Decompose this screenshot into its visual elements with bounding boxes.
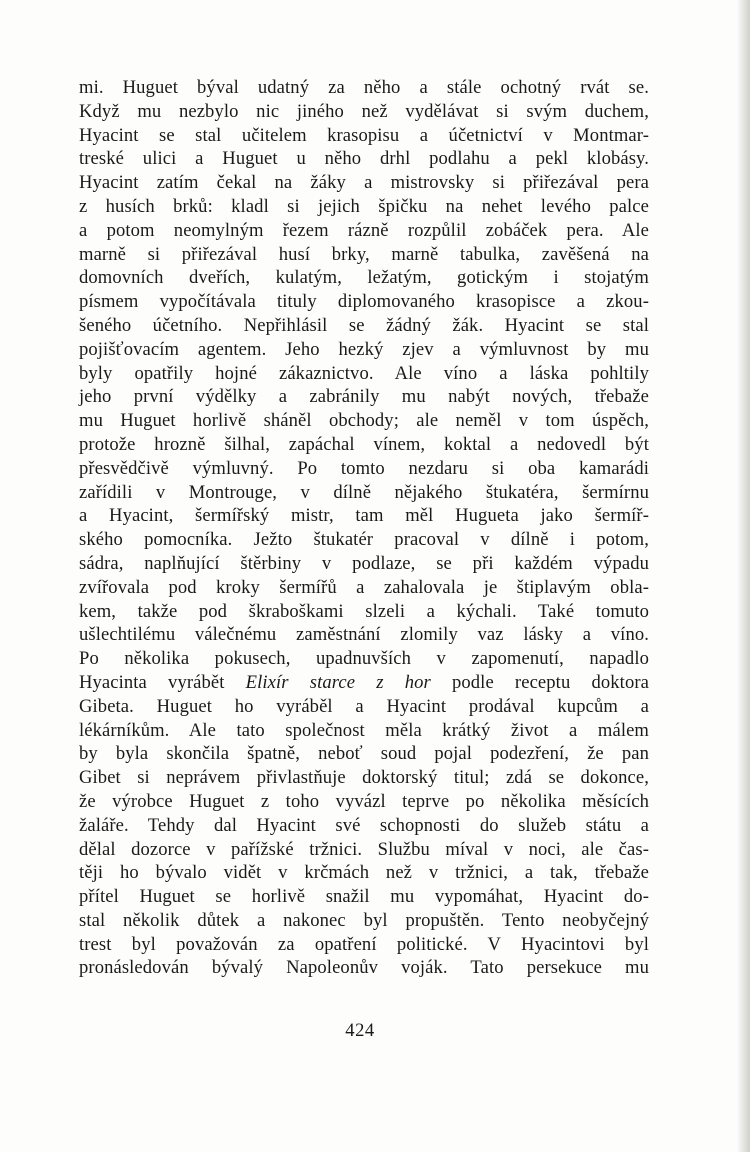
text-line: mi. Huguet býval udatný za něho a stále ochotný rvát se.	[79, 77, 649, 98]
text-line: ušlechtilému válečnému zaměstnání zlomily vaz lásky a víno.	[79, 624, 649, 646]
text-line: a Hyacint, šermířský mistr, tam měl Hugueta jako šermíř-	[79, 505, 649, 527]
text-line: pojišťovacím agentem. Jeho hezký zjev a výmluvnost by mu	[79, 338, 649, 360]
text-line: že výrobce Huguet z toho vyvázl teprve po několika měsících	[79, 790, 649, 812]
body-text	[79, 76, 649, 980]
text-line: marně si přiřezával husí brky, marně tabulka, zavěšená na	[79, 243, 649, 265]
text-line: sádra, naplňující štěrbiny v podlaze, se při každém výpadu	[79, 552, 649, 574]
text-line: zvířovala pod kroky šermířů a zahalovala je štiplavým obla-	[79, 576, 649, 598]
page-edge-shadow	[736, 0, 750, 1152]
text-line: Gibeta. Huguet ho vyráběl a Hyacint prodával kupcům a	[79, 695, 649, 717]
text-line: přítel Huguet se horlivě snažil mu vypomáhat, Hyacint do-	[79, 886, 649, 908]
text-line: stal několik důtek a nakonec byl propuštěn. Tento neobyčejný	[79, 909, 649, 931]
text-line: protože hrozně šilhal, zapáchal vínem, koktal a nedovedl být	[79, 433, 649, 455]
text-line-with-italic	[79, 671, 649, 695]
text-line: těji ho bývalo vidět v krčmách než v tržnici, a tak, třebaže	[79, 862, 649, 884]
text-line: Když mu nezbylo nic jiného než vydělávat si svým duchem,	[79, 100, 649, 122]
text-line: treské ulici a Huguet u něho drhl podlahu a pekl klobásy.	[79, 148, 649, 170]
text-line: zařídili v Montrouge, v dílně nějakého štukatéra, šermírnu	[79, 481, 649, 503]
italic-title: Elixír starce z hor	[245, 671, 431, 693]
text-line: dělal dozorce v pařížské tržnici. Službu míval v noci, ale čas-	[79, 838, 649, 860]
text-line: Hyacint zatím čekal na žáky a mistrovsky si přiřezával pera	[79, 172, 649, 194]
text-line: ského pomocníka. Ježto štukatér pracoval v dílně i potom,	[79, 529, 649, 551]
text-line-tail: podle receptu doktora	[430, 671, 649, 693]
text-line: Hyacint se stal učitelem krasopisu a účetnictví v Montmar-	[79, 124, 649, 146]
text-line: a potom neomylným řezem rázně rozpůlil zobáček pera. Ale	[79, 219, 649, 241]
text-line: písmem vypočítávala tituly diplomovaného krasopisce a zkou-	[79, 291, 649, 313]
text-line: trest byl považován za opatření politické. V Hyacintovi byl	[79, 933, 649, 955]
text-line: mu Huguet horlivě sháněl obchody; ale neměl v tom úspěch,	[79, 410, 649, 432]
text-line: z husích brků: kladl si jejich špičku na nehet levého palce	[79, 195, 649, 217]
text-line: pronásledován bývalý Napoleonův voják. Tato persekuce mu	[79, 957, 649, 979]
text-line: Po několika pokusech, upadnuvších v zapomenutí, napadlo	[79, 648, 649, 670]
text-line: by byla skončila špatně, neboť soud pojal podezření, že pan	[79, 743, 649, 765]
text-line: domovních dveřích, kulatým, ležatým, gotickým i stojatým	[79, 267, 649, 289]
text-line: lékárníkům. Ale tato společnost měla krátký život a málem	[79, 719, 649, 741]
text-line: jeho první výdělky a zabránily mu nabýt nových, třebaže	[79, 386, 649, 408]
text-line: žaláře. Tehdy dal Hyacint své schopnosti do služeb státu a	[79, 814, 649, 836]
page-number: 424	[345, 1020, 375, 1041]
text-line: byly opatřily hojné zákaznictvo. Ale víno a láska pohltily	[79, 362, 649, 384]
text-line: kem, takže pod škraboškami slzeli a kýchali. Také tomuto	[79, 600, 649, 622]
text-line: šeného účetního. Nepřihlásil se žádný žák. Hyacint se stal	[79, 314, 649, 336]
text-line: přesvědčivě výmluvný. Po tomto nezdaru si oba kamarádi	[79, 457, 649, 479]
text-line-head: Hyacinta vyrábět	[79, 671, 246, 693]
text-line: Gibet si neprávem přivlastňuje doktorský titul; zdá se dokonce,	[79, 767, 649, 789]
